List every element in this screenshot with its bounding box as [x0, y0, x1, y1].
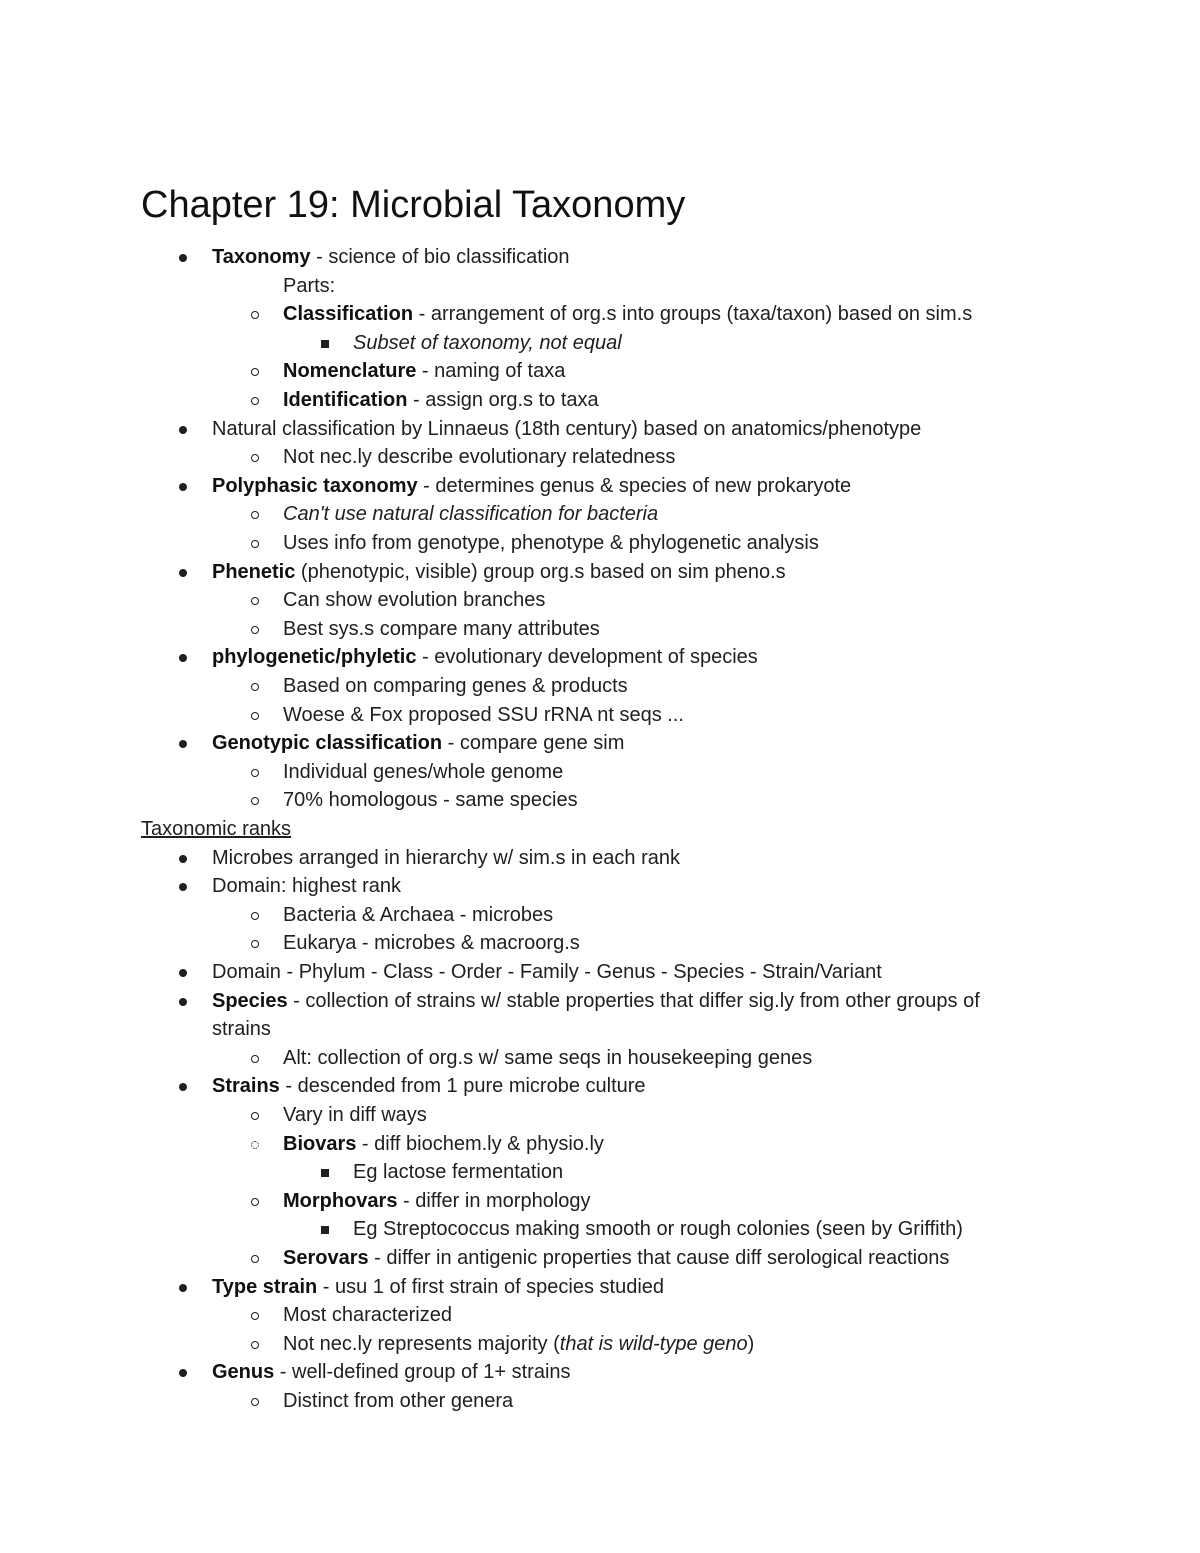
list-item — [283, 1101, 427, 1129]
list-item — [283, 386, 599, 414]
item-text: Individual genes/whole genome — [283, 760, 564, 783]
bullet-circle-icon — [251, 1055, 259, 1063]
item-text: Taxonomic ranks — [141, 818, 292, 840]
bullet-disc-icon — [179, 855, 187, 863]
item-text: Vary in diff ways — [283, 1104, 427, 1126]
bullet-circle-icon — [251, 1255, 259, 1263]
item-text: Not nec.ly represents majority ( — [283, 1332, 560, 1355]
item-text: Microbes arranged in hierarchy w/ sim.s in each rank — [212, 846, 680, 869]
item-text: - science of bio classification — [310, 246, 570, 268]
list-item — [283, 443, 675, 471]
item-text: Eg Streptococcus making smooth or rough colonies (seen by Griffith) — [353, 1218, 963, 1241]
bullet-disc-icon — [179, 254, 187, 262]
item-text: Distinct from other genera — [283, 1390, 514, 1412]
item-text: - descended from 1 pure microbe culture — [279, 1075, 646, 1098]
bullet-circle-icon — [251, 683, 259, 691]
item-text: ) — [747, 1332, 755, 1355]
list-item — [212, 1072, 646, 1100]
bullet-circle-icon — [251, 597, 259, 605]
list-item — [283, 901, 553, 929]
list-item — [212, 415, 921, 443]
list-item — [212, 643, 758, 671]
term: Polyphasic taxonomy — [212, 474, 418, 497]
list-item — [353, 1215, 963, 1243]
list-item — [283, 1244, 949, 1272]
list-item — [283, 300, 972, 328]
bullet-circle-icon — [251, 1112, 259, 1120]
page-title: Chapter 19: Microbial Taxonomy — [141, 184, 686, 226]
list-item — [283, 500, 658, 528]
list-item — [353, 329, 622, 357]
item-text: Uses info from genotype, phenotype & phylogenetic analysis — [283, 532, 819, 554]
list-item — [212, 472, 851, 500]
term: Taxonomy — [212, 246, 311, 268]
term: Classification — [283, 303, 414, 326]
item-text: Domain: highest rank — [212, 875, 401, 898]
bullet-circle-icon — [251, 1141, 259, 1149]
list-item — [283, 929, 580, 957]
term: phylogenetic/phyletic — [212, 646, 417, 669]
bullet-circle-icon — [251, 940, 259, 948]
list-item — [212, 1015, 271, 1043]
item-text: Can show evolution branches — [283, 589, 546, 612]
item-text: - usu 1 of first strain of species studied — [317, 1275, 665, 1298]
item-text: 70% homologous - same species — [283, 789, 578, 812]
list-item — [283, 786, 578, 814]
list-item — [283, 1130, 604, 1158]
list-item — [212, 844, 680, 872]
section-heading — [141, 815, 291, 843]
list-item — [283, 701, 684, 729]
list-item — [212, 872, 401, 900]
item-text: - differ in antigenic properties that cause diff serological reactions — [368, 1247, 950, 1269]
item-text: that is wild-type geno — [559, 1332, 748, 1355]
term: Phenetic — [212, 560, 296, 583]
bullet-circle-icon — [251, 511, 259, 519]
list-item — [212, 987, 980, 1015]
term: Species — [212, 989, 288, 1012]
item-text: Not nec.ly describe evolutionary relatedness — [283, 446, 676, 469]
bullet-disc-icon — [179, 1083, 187, 1091]
bullet-circle-icon — [251, 454, 259, 462]
bullet-circle-icon — [251, 368, 259, 376]
item-text: Best sys.s compare many attributes — [283, 617, 600, 640]
item-text: - well-defined group of 1+ strains — [274, 1361, 571, 1384]
item-text: Bacteria & Archaea - microbes — [283, 903, 554, 926]
bullet-square-icon — [321, 340, 329, 348]
list-item — [283, 529, 819, 557]
bullet-circle-icon — [251, 1312, 259, 1320]
list-item — [212, 1273, 664, 1301]
term: Serovars — [283, 1247, 369, 1269]
bullet-disc-icon — [179, 654, 187, 662]
term: Biovars — [283, 1132, 357, 1155]
item-text: Subset of taxonomy, not equal — [353, 331, 622, 354]
item-text: Natural classification by Linnaeus (18th century) based on anatomics/phenotype — [212, 417, 922, 440]
bullet-circle-icon — [251, 397, 259, 405]
bullet-circle-icon — [251, 912, 259, 920]
list-item — [212, 1358, 571, 1386]
item-text: - naming of taxa — [416, 360, 566, 383]
item-text: Based on comparing genes & products — [283, 675, 628, 697]
bullet-circle-icon — [251, 626, 259, 634]
list-item — [283, 586, 545, 614]
list-item — [283, 357, 565, 385]
bullet-disc-icon — [179, 483, 187, 491]
bullet-disc-icon — [179, 1284, 187, 1292]
term: Identification — [283, 389, 408, 411]
item-text: - assign org.s to taxa — [407, 389, 599, 411]
item-text: - evolutionary development of species — [416, 646, 758, 669]
bullet-circle-icon — [251, 1198, 259, 1206]
list-item — [283, 1387, 513, 1415]
term: Morphovars — [283, 1189, 398, 1212]
list-item — [283, 272, 335, 300]
bullet-disc-icon — [179, 883, 187, 891]
bullet-circle-icon — [251, 1398, 259, 1406]
bullet-square-icon — [321, 1169, 329, 1177]
item-text: - collection of strains w/ stable properties that differ sig.ly from other groups of — [287, 989, 980, 1012]
bullet-disc-icon — [179, 569, 187, 577]
item-text: - arrangement of org.s into groups (taxa/taxon) based on sim.s — [413, 303, 973, 326]
item-text: - compare gene sim — [442, 732, 625, 755]
list-item — [283, 1187, 591, 1215]
term: Genotypic classification — [212, 732, 443, 755]
list-item — [353, 1158, 563, 1186]
bullet-circle-icon — [251, 1341, 259, 1349]
bullet-circle-icon — [251, 311, 259, 319]
list-item — [212, 729, 624, 757]
list-item — [283, 1044, 812, 1072]
bullet-circle-icon — [251, 797, 259, 805]
list-item — [283, 615, 600, 643]
list-item — [212, 958, 882, 986]
list-item — [283, 758, 563, 786]
term: Strains — [212, 1075, 280, 1098]
bullet-disc-icon — [179, 998, 187, 1006]
list-item — [283, 672, 628, 700]
term: Genus — [212, 1361, 275, 1384]
item-text: (phenotypic, visible) group org.s based on sim pheno.s — [295, 560, 786, 583]
bullet-circle-icon — [251, 712, 259, 720]
item-text: Alt: collection of org.s w/ same seqs in housekeeping genes — [283, 1046, 813, 1069]
bullet-disc-icon — [179, 1369, 187, 1377]
bullet-circle-icon — [251, 769, 259, 777]
item-text: - differ in morphology — [397, 1189, 591, 1212]
bullet-disc-icon — [179, 740, 187, 748]
list-item — [212, 558, 786, 586]
item-text: strains — [212, 1018, 271, 1041]
bullet-disc-icon — [179, 426, 187, 434]
item-text: - diff biochem.ly & physio.ly — [356, 1132, 604, 1155]
item-text: Most characterized — [283, 1304, 452, 1327]
list-item — [212, 243, 570, 271]
term: Type strain — [212, 1275, 318, 1298]
item-text: Eukarya - microbes & macroorg.s — [283, 932, 580, 955]
item-text: Eg lactose fermentation — [353, 1161, 564, 1184]
list-item — [283, 1301, 452, 1329]
item-text: Parts: — [283, 274, 336, 297]
item-text: Woese & Fox proposed SSU rRNA nt seqs ... — [283, 703, 684, 726]
item-text: Domain - Phylum - Class - Order - Family - Genus - Species - Strain/Variant — [212, 961, 882, 983]
list-item — [283, 1330, 754, 1358]
item-text: Can't use natural classification for bacteria — [283, 503, 659, 526]
bullet-disc-icon — [179, 969, 187, 977]
item-text: - determines genus & species of new prokaryote — [417, 474, 852, 497]
term: Nomenclature — [283, 360, 417, 383]
bullet-circle-icon — [251, 540, 259, 548]
bullet-square-icon — [321, 1226, 329, 1234]
